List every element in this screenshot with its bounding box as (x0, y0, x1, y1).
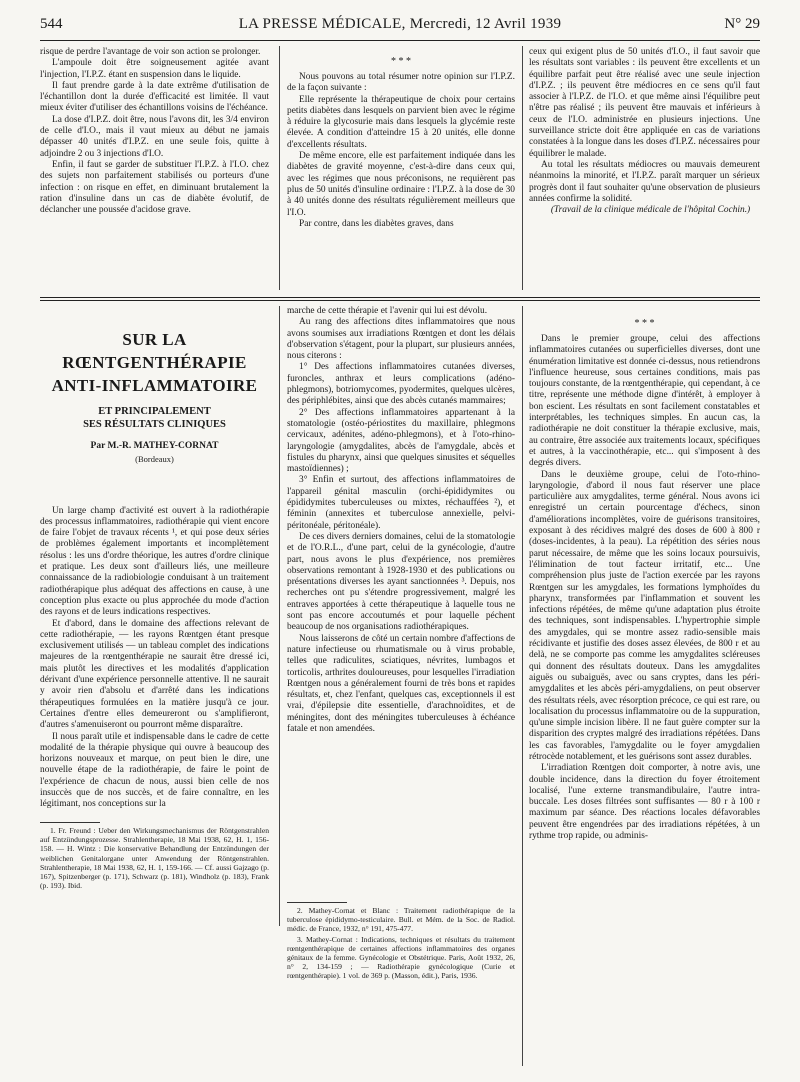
footnote: 1. Fr. Freund : Ueber den Wirkungsmechanismus der Röntgenstrahlen auf Entzündungsprozesse. Strahlentherapie, 18 Mai 1938, 62, H. 1, 156-158. — H. Wintz : Die konservative Behandlung der Entzündungen der weiblichen Genitalorgane unter Anwendung der Röntgenstrahlen. Strahlentherapie, 18 Mai 1938, 62, H. 1, 159-166. — Cf. aussi Gajzago (p. 167), Spitzenberger (p. 171), Schwarz (p. 181), Windholz (p. 183), Frank (p. 193). Ibid. (40, 826, 269, 891)
paragraph: 2° Des affections inflammatoires appartenant à la stomatologie (ostéo-périostites du maxillaire, phlegmons cervicaux, adénites, adéno-phlegmons), et à l'oto-rhino-laryngologie (amygdalites, abcès de l'amygdale, abcès et fistules du pharynx, ainsi que quelques sinusites et séquelles mastoïdiennes) ; (287, 407, 515, 475)
paragraph: L'irradiation Rœntgen doit comporter, à notre avis, une double incidence, dans la direction du foyer étroitement localisé, l'une externe transmandibulaire, l'autre intra-buccale. Les doses filtrées sont suffisantes — 80 r à 100 r maximum par séance. Des réactions locales défavorables peuvent être engendrées par des irradiations répétées, à un rythme trop rapide, ou adminis- (529, 763, 760, 842)
paragraph: Nous pouvons au total résumer notre opinion sur l'I.P.Z. de la façon suivante : (287, 72, 515, 94)
paragraph: Dans le premier groupe, celui des affections inflammatoires cutanées ou superficielles diverses, dont une énumération limitative est donnée ci-dessus, nous retiendrons l'influence heureuse, sous certaines conditions, mais pas toujours constante, de la rœntgenthérapie, qui cependant, à ce titre, représente une méthode digne d'intérêt, à employer à bon escient. Les résultats en sont facilement constatables et interprétables, les techniques simples. En aucun cas, la radiothérapie ne doit constituer la thérapie exclusive, mais, au contraire, être associée aux traitements locaux, spécifiques et autres, à la vaccinothérapie, etc... qui s'imposent à des degrés divers. (529, 334, 760, 469)
header-rule (40, 40, 760, 41)
article-column-1 (40, 310, 269, 820)
paragraph: Il nous paraît utile et indispensable dans le cadre de cette modalité de la thérapie physique qui ouvre à beaucoup des horizons nouveaux et marque, on peut bien le dire, une nouvelle étape de la radiothérapie, de faire le point de l'expérience de chacun de nous, aussi bien celle de nos insuccès que de nos succès, et de faire connaître, en les légitimant, nos conceptions sur la (40, 731, 269, 810)
article-title-line-1: SUR LA RŒNTGENTHÉRAPIE (62, 330, 247, 372)
paragraph: risque de perdre l'avantage de voir son action se prolonger. (40, 47, 261, 57)
paragraph: Au rang des affections dites inflammatoires que nous avons soumises aux irradiations Rœntgen et dont les délais d'observation s'étagent, pour la plupart, sur plusieurs années, nous citerons : (287, 317, 515, 362)
column-divider (279, 46, 280, 290)
journal-title: LA PRESSE MÉDICALE, Mercredi, 12 Avril 1939 (238, 16, 562, 32)
article-affiliation: (Bordeaux) (135, 454, 174, 465)
top-column-2 (287, 56, 515, 290)
paragraph: La dose d'I.P.Z. doit être, nous l'avons dit, les 3/4 environ de celle d'I.O., mais il vaut mieux au début ne jamais dépasser 40 unités d'I.P.Z. en une seule fois, quitte à adjoindre 2 ou 3 injections d'I.O. (40, 114, 269, 159)
article-author: Par M.-R. MATHEY-CORNAT (90, 441, 219, 451)
footnotes-column-2 (287, 906, 515, 982)
section-stars: * * * (391, 56, 411, 67)
top-column-1 (40, 47, 269, 290)
paragraph: De même encore, elle est parfaitement indiquée dans les diabètes de gravité moyenne, c'est-à-dire dans ceux qui, avec les régimes que nous préconisons, ne requièrent pas plus de 50 unités d'insuline ordinaire : l'I.P.Z. à la dose de 30 à 40 unités donne des résultats régulièrement meilleurs que l'I.O. (287, 151, 515, 218)
paragraph: 3° Enfin et surtout, des affections inflammatoires de l'appareil génital masculin (orchi-épididymites ou épididymites tuberculeuses ou mixtes, réchauffées ²), et féminin (annexites et tuberculose annexielle, pelvi-péritonéale, péritonéale). (287, 475, 515, 531)
paragraph: De ces divers derniers domaines, celui de la stomatologie et de l'O.R.L., d'une part, celui de la gynécologie, d'autre part, nous avons le plus d'expérience, nos premières observations remontant à 1928-1930 et des publications ou présentations diverses les ayant sanctionnées ³. Depuis, nos recherches ont pu s'étendre progressivement, malgré les entraves apportées à cette thérapeutique à laquelle tous ne sont pas encore accoutumés et pour laquelle péchent beaucoup de nos organisations radiothérapiques. (287, 531, 515, 633)
footnotes-column-1 (40, 826, 269, 891)
issue-number: N° 29 (724, 16, 760, 32)
paragraph: Il faut prendre garde à la date extrême d'utilisation de l'échantillon dont la durée d'efficacité est limitée. Il vaut mieux éviter d'utiliser des échantillons voisins de l'échéance. (40, 80, 269, 114)
footnote-rule (40, 822, 100, 823)
paragraph: Au total les résultats médiocres ou mauvais demeurent néanmoins la minorité, et l'I.P.Z. paraît marquer un sérieux progrès dont il faut souhaiter qu'une observation de plusieurs années confirme la solidité. (529, 159, 760, 204)
column-divider (522, 46, 523, 290)
paragraph: 1° Des affections inflammatoires cutanées diverses, furoncles, anthrax et leurs complications (adéno-phlegmons), botriomycomes, pyodermites, quelques ulcères, des périphlébites, ainsi que des abcès cutanés mammaires; (287, 362, 515, 407)
paragraph: Et d'abord, dans le domaine des affections relevant de cette radiothérapie, — les rayons Rœntgen étant presque exclusivement utilisés — un tableau complet des indications majeures de la rœntgenthérapie ne saurait être dressé ici, mais plutôt les directives et les modalités d'application dérivant d'une expérience personnelle attentive. Il ne saurait y avoir rien d'absolu et d'arrêté dans les indications thérapeutiques formulées en la matière jusqu'à ce jour. Certaines d'entre elles demeureront ou s'amplifieront, d'autres s'amenuiseront ou pourront même disparaître. (40, 618, 269, 731)
article-column-2 (287, 306, 515, 898)
paragraph: Un large champ d'activité est ouvert à la radiothérapie des processus inflammatoires, radiothérapie qui vient encore de faire l'objet de travaux récents ¹, et qui pose deux séries de problèmes également importants et incomplètement résolus : les uns d'ordre théorique, les autres d'ordre clinique et pratique. Les deux sont d'ailleurs liés, une meilleure connaissance de la radiobiologie conduisant à un traitement radiothérapique plus adéquat des affections en cause, à une conception plus exacte ou plus approchée du mode d'action des rayons et de leurs indications respectives. (40, 505, 269, 618)
section-stars: * * * (634, 318, 655, 329)
page-header (40, 16, 760, 38)
paragraph: marche de cette thérapie et l'avenir qui lui est dévolu. (287, 306, 488, 316)
article-title-line-2: ANTI-INFLAMMATOIRE (51, 376, 258, 395)
paragraph: L'ampoule doit être soigneusement agitée avant l'injection, l'I.P.Z. étant en suspension dans le liquide. (40, 58, 269, 80)
article-column-3 (529, 318, 760, 1068)
footnote: 2. Mathey-Cornat et Blanc : Traitement radiothérapique de la tuberculose épididymo-testiculaire. Bull. et Mém. de la Soc. de Radiol. médic. de France, 1932, n° 191, 475-477. (287, 906, 515, 934)
paragraph: Nous laisserons de côté un certain nombre d'affections de nature infectieuse ou rhumatismale ou à virus probable, telles que radiculites, sciatiques, névrites, lumbagos et torticolis, arthrites douloureuses, pour lesquelles l'irradiation Rœntgen nous a généralement fourni de très bons et rapides résultats, et, chez l'enfant, quelques cas, exceptionnels il est vrai, d'épilepsie dite essentielle, d'arachnoïdites, et de méningites, dont des méningites tuberculeuses à échéance fatale et non amendées. (287, 633, 515, 734)
paragraph: ceux qui exigent plus de 50 unités d'I.O., il faut savoir que les résultats sont variables : ils peuvent être excellents et un équilibre parfait peut être réalisé avec une seule injection d'I.P.Z. ; ils peuvent être médiocres en ce sens qu'il faut associer à l'I.P.Z. de l'I.O. et que même ainsi l'équilibre peut n'être pas réalisé ; ils peuvent être mauvais et inférieurs à ceux de l'I.O. administrée en plusieurs injections. Une surveillance stricte doit être appliquée en cas de variations constatées à la longue dans les doses d'I.P.Z. nécessaires pour équilibrer le malade. (529, 47, 760, 159)
column-divider (522, 306, 523, 1066)
section-rule (40, 300, 760, 301)
section-rule (40, 297, 760, 298)
column-divider (279, 306, 280, 926)
page-number: 544 (40, 16, 63, 32)
paragraph: Elle représente la thérapeutique de choix pour certains petits diabètes dans lesquels on parvient bien avec le régime à réduire la glycosurie mais dans lesquels la glycémie reste élevée. A condition d'atteindre 15 à 20 unités, elle donne d'excellents résultats. (287, 94, 515, 150)
paragraph: Dans le deuxième groupe, celui de l'oto-rhino-laryngologie, d'abord il nous faut réserver une place particulière aux amygdalites, terme général. Nous avons ici enregistré un certain pourcentage d'échecs, sinon d'améliorations incomplètes, voire de guérisons transitoires, exposant à des récidives malgré des doses de 600 à 800 r (doses-incidentes, à la peau). La répétition des séries nous parut nécessaire, de même que les soins locaux poursuivis, l'élimination de tout facteur irritatif, etc... Une compréhension plus juste de l'action exercée par les rayons Rœntgen sur les amygdales, les formations lymphoïdes du pharynx, transformées par l'inflammation et souvent les infections répétées, de même qu'une adaptation plus étroite des techniques, sont indispensables. L'hypertrophie simple des amygdales, qui se montre assez radio-sensible mais récidivante et justifie des doses assez élevées, de 800 r et au delà, ne se comporte pas comme les amygdalites scléreuses qui donnent des résultats douteux. Dans les amygdalites aiguës ou subaiguës, avec ou sans cryptes, dans les péri-amygdalites et les abcès péri-amygdaliens, on peut observer des résultats réels, avec résorption précoce, ce qui est rare, ou localisation du processus inflammatoire ou de la suppuration, qu'une simple incision libère. Il ne faut guère compter sur la disparition des cryptes malgré des irradiations répétées. Dans les cas favorables, l'amygdalite ou le foyer amygdalien rétrocède notablement, et les guérisons sont assez durables. (529, 469, 760, 762)
paragraph: Par contre, dans les diabètes graves, dans (299, 218, 454, 229)
credit-line: (Travail de la clinique médicale de l'hôpital Cochin.) (550, 205, 751, 216)
footnote-rule (287, 902, 347, 903)
article-subtitle-line-2: SES RÉSULTATS CLINIQUES (83, 419, 226, 430)
paragraph: Enfin, il faut se garder de substituer l'I.P.Z. à l'I.O. chez des sujets non parfaitement stabilisés ou porteurs d'une infection : on risque en effet, en diminuant brutalement la ration d'insuline dans un cas de diabète évolutif, de déclancher une poussée d'acidose grave. (40, 159, 269, 216)
article-subtitle-line-1: ET PRINCIPALEMENT (98, 406, 211, 417)
top-column-3 (529, 47, 760, 290)
footnote: 3. Mathey-Cornat : Indications, techniques et résultats du traitement rœntgenthérapique de certaines affections inflammatoires des organes génitaux de la femme. Gynécologie et Obstétrique. Paris, Août 1932, 26, n° 2, 134-159 ; — Radiothérapie gynécologique (Curie et rœntgenthérapie). 1 vol. de 369 p. (Masson, édit.), Paris, 1936. (287, 934, 515, 981)
